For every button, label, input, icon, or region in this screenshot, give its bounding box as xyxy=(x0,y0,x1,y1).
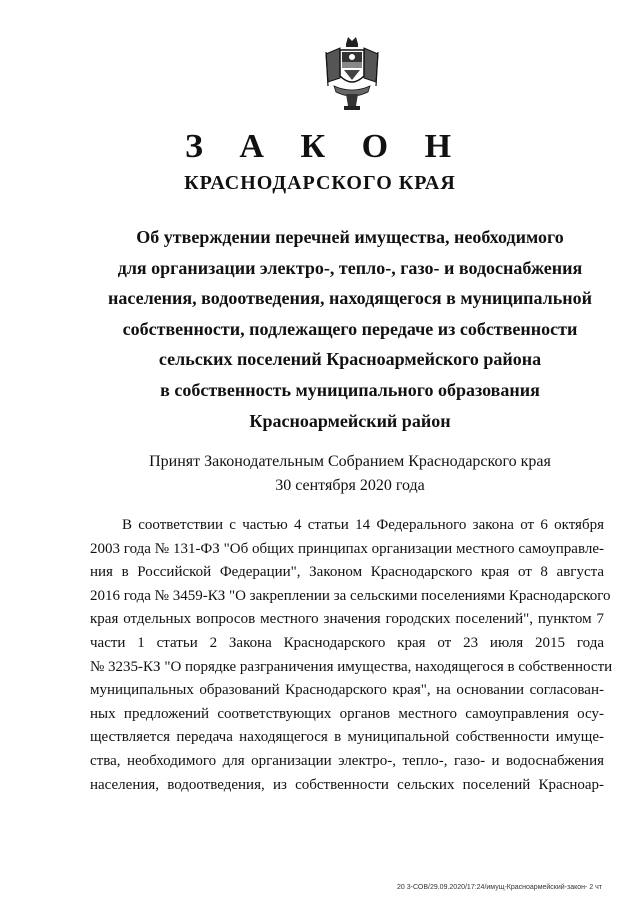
title-line: для организации электро-, тепло-, газо- и водоснабжения xyxy=(117,257,583,278)
title-line: сельских поселений Красноармейского района xyxy=(158,349,542,370)
body-line: края отдельных вопросов местного значения городских поселений", пунктом 7 xyxy=(90,611,604,628)
body-line: 2003 года № 131-ФЗ "Об общих принципах организации местного самоуправле- xyxy=(90,540,604,557)
body-line: муниципальных образований Краснодарского края", на основании согласован- xyxy=(90,682,604,699)
adoption-statement xyxy=(70,450,630,498)
title-line: Об утверждении перечней имущества, необходимого xyxy=(136,227,564,247)
body-line: ных предложений соответствующих органов местного самоуправления осу- xyxy=(90,705,604,722)
body-line: части 1 статьи 2 Закона Краснодарского края от 23 июля 2015 года xyxy=(90,634,604,651)
body-line: № 3235-КЗ "О порядке разграничения имущества, находящегося в собственности xyxy=(90,658,613,675)
body-line: ства, необходимого для организации электро-, тепло-, газо- и водоснабжения xyxy=(90,752,604,769)
title-line: населения, водоотведения, находящегося в муниципальной xyxy=(108,288,592,309)
adoption-date: 30 сентября 2020 года xyxy=(275,477,425,494)
title-line: собственности, подлежащего передаче из собственности xyxy=(122,318,578,339)
body-line: ществляется передача находящегося в муниципальной собственности имуще- xyxy=(90,729,604,746)
body-line: населения, водоотведения, из собственности сельских поселений Красноар- xyxy=(90,776,604,793)
law-title xyxy=(90,222,610,436)
krasnodar-krai-coat-of-arms-icon xyxy=(318,34,386,112)
document-footer-code: 20 3-СОВ/29.09.2020/17:24/имущ-Красноармейский-закон- 2 чт xyxy=(397,884,602,891)
body-line: 2016 года № 3459-КЗ "О закреплении за сельскими поселениями Краснодарского xyxy=(90,587,611,604)
region-heading: КРАСНОДАРСКОГО КРАЯ xyxy=(184,172,456,194)
body-line: ния в Российской Федерации", Законом Краснодарского края от 8 августа xyxy=(90,564,604,581)
title-line: в собственность муниципального образования xyxy=(160,379,540,400)
law-heading: З А К О Н xyxy=(184,128,466,165)
body-line: В соответствии с частью 4 статьи 14 Федерального закона от 6 октября xyxy=(122,517,604,533)
title-line: Красноармейский район xyxy=(249,410,451,431)
preamble-paragraph xyxy=(90,514,613,797)
adoption-line: Принят Законодательным Собранием Краснодарского края xyxy=(149,453,551,470)
